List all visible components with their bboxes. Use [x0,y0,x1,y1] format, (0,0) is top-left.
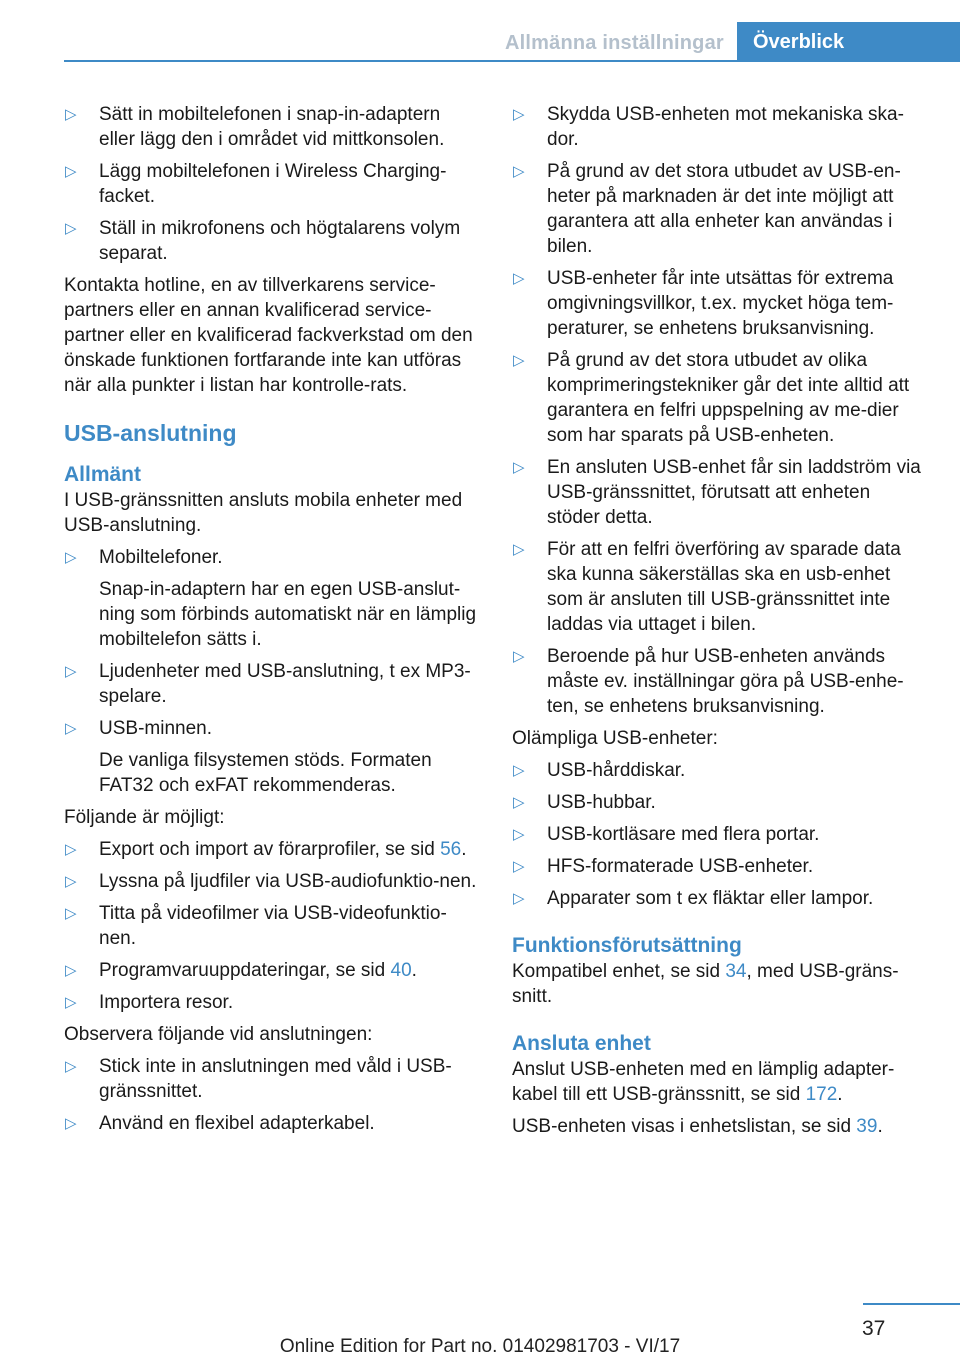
observe-list [64,1054,480,1136]
list-item: ▷ Skydda USB-enheten mot mekaniska ska-dor. [513,104,904,150]
triangle-bullet-icon: ▷ [513,826,525,843]
possible-list [64,837,480,1015]
list-item: ▷ USB-kortläsare med flera portar. [513,824,820,845]
header-tab-overview: Överblick [737,22,960,62]
triangle-bullet-icon: ▷ [513,352,525,369]
list-item: ▷ Apparater som t ex fläktar eller lampor. [513,888,874,909]
triangle-bullet-icon: ▷ [513,163,525,180]
page-link-56[interactable]: 56 [440,839,462,860]
triangle-bullet-icon: ▷ [65,905,77,922]
possible-paragraph: Följande är möjligt: [64,807,225,828]
list-item: ▷ USB-minnen. De vanliga filsystemen stöds. Formaten FAT32 och exFAT rekommenderas. [65,718,432,796]
triangle-bullet-icon: ▷ [65,163,77,180]
device-list-paragraph: USB-enheten visas i enhetslistan, se sid 39. [512,1116,883,1137]
usb-intro-paragraph: I USB-gränssnitten ansluts mobila enheter med USB-anslutning. [64,490,463,536]
page-link-34[interactable]: 34 [725,961,747,982]
page-link-40[interactable]: 40 [390,960,412,981]
triangle-bullet-icon: ▷ [65,220,77,237]
triangle-bullet-icon: ▷ [65,720,77,737]
triangle-bullet-icon: ▷ [513,106,525,123]
triangle-bullet-icon: ▷ [513,270,525,287]
triangle-bullet-icon: ▷ [65,1115,77,1132]
footer-rule [863,1303,960,1305]
list-item: ▷ På grund av det stora utbudet av USB-en-heter på marknaden är det inte möjligt att garantera att alla enheter kan användas i bilen. [513,161,901,257]
intro-bullet-list [64,102,480,266]
left-column [64,102,480,1143]
list-item: ▷ Ljudenheter med USB-anslutning, t ex MP3-spelare. [65,661,471,707]
triangle-bullet-icon: ▷ [65,106,77,123]
connect-paragraph: Anslut USB-enheten med en lämplig adapter-kabel till ett USB-gränssnitt, se sid 172. [512,1059,895,1105]
hotline-paragraph: Kontakta hotline, en av tillverkarens service-partners eller en annan kvalificerad service-partner eller en kvalificerad fackverkstad om den önskade funktionen fortfarande inte kan utföras när alla punkter i listan har kontrolle-rats. [64,275,473,396]
list-item: ▷ Titta på videofilmer via USB-videofunktio-nen. [65,903,447,949]
list-item: ▷ Programvaruuppdateringar, se sid 40. [65,960,417,981]
usb-connection-heading: USB-anslutning [64,420,237,446]
list-item: ▷ På grund av det stora utbudet av olika komprimeringstekniker går det inte alltid att garantera en felfri uppspelning av me-dier som har sparats på USB-enheten. [513,350,910,446]
triangle-bullet-icon: ▷ [513,890,525,907]
list-item: ▷ Ställ in mikrofonens och högtalarens volym separat. [65,218,461,264]
list-item: ▷ USB-enheter får inte utsättas för extrema omgivningsvillkor, t.ex. mycket höga tem-peraturer, se enhetens bruksanvisning. [513,268,894,339]
right-column [512,102,928,1146]
list-item: ▷ HFS-formaterade USB-enheter. [513,856,814,877]
list-item: ▷ Export och import av förarprofiler, se sid 56. [65,839,467,860]
triangle-bullet-icon: ▷ [65,962,77,979]
connect-device-heading: Ansluta enhet [512,1032,651,1055]
header-rule [64,60,737,62]
triangle-bullet-icon: ▷ [513,648,525,665]
requirements-paragraph: Kompatibel enhet, se sid 34, med USB-gräns-snitt. [512,961,899,1007]
list-item: ▷ Mobiltelefoner. Snap-in-adaptern har en egen USB-anslut-ning som förbinds automatiskt när en lämplig mobiltelefon sätts i. [65,547,477,650]
list-item: ▷ Sätt in mobiltelefonen i snap-in-adaptern eller lägg den i området vid mittkonsolen. [65,104,445,150]
device-list [64,545,480,798]
list-item: ▷ Använd en flexibel adapterkabel. [65,1113,375,1134]
list-item: ▷ Beroende på hur USB-enheten används måste ev. inställningar göra på USB-enhe-ten, se enhetens bruksanvisning. [513,646,904,717]
unsuitable-paragraph: Olämpliga USB-enheter: [512,728,718,749]
list-item: ▷ En ansluten USB-enhet får sin laddström via USB-gränssnittet, förutsatt att enheten stöder detta. [513,457,921,528]
list-item: ▷ Stick inte in anslutningen med våld i USB-gränssnittet. [65,1056,452,1102]
triangle-bullet-icon: ▷ [513,762,525,779]
triangle-bullet-icon: ▷ [513,541,525,558]
triangle-bullet-icon: ▷ [65,994,77,1011]
page-header [0,0,960,62]
triangle-bullet-icon: ▷ [65,873,77,890]
triangle-bullet-icon: ▷ [65,1058,77,1075]
list-item: ▷ USB-hubbar. [513,792,656,813]
triangle-bullet-icon: ▷ [65,841,77,858]
page-number: 37 [862,1317,886,1340]
triangle-bullet-icon: ▷ [513,858,525,875]
requirements-heading: Funktionsförutsättning [512,934,742,957]
header-section-title: Allmänna inställningar [505,32,724,54]
unsuitable-list [512,758,928,911]
triangle-bullet-icon: ▷ [65,549,77,566]
triangle-bullet-icon: ▷ [65,663,77,680]
page-link-172[interactable]: 172 [805,1084,838,1105]
list-item: ▷ Lyssna på ljudfiler via USB-audiofunktio-nen. [65,871,477,892]
list-item: ▷ USB-hårddiskar. [513,760,686,781]
list-item: ▷ Importera resor. [65,992,234,1013]
usb-notes-list [512,102,928,719]
general-heading: Allmänt [64,463,142,486]
triangle-bullet-icon: ▷ [513,459,525,476]
observe-paragraph: Observera följande vid anslutningen: [64,1024,373,1045]
list-item: ▷ Lägg mobiltelefonen i Wireless Charging-facket. [65,161,447,207]
page-link-39[interactable]: 39 [856,1116,878,1137]
edition-footer: Online Edition for Part no. 01402981703 - VI/17 [279,1336,681,1357]
list-item: ▷ För att en felfri överföring av sparade data ska kunna säkerställas ska en usb-enhet som är ansluten till USB-gränssnittet inte laddas via uttaget i bilen. [513,539,901,635]
triangle-bullet-icon: ▷ [513,794,525,811]
